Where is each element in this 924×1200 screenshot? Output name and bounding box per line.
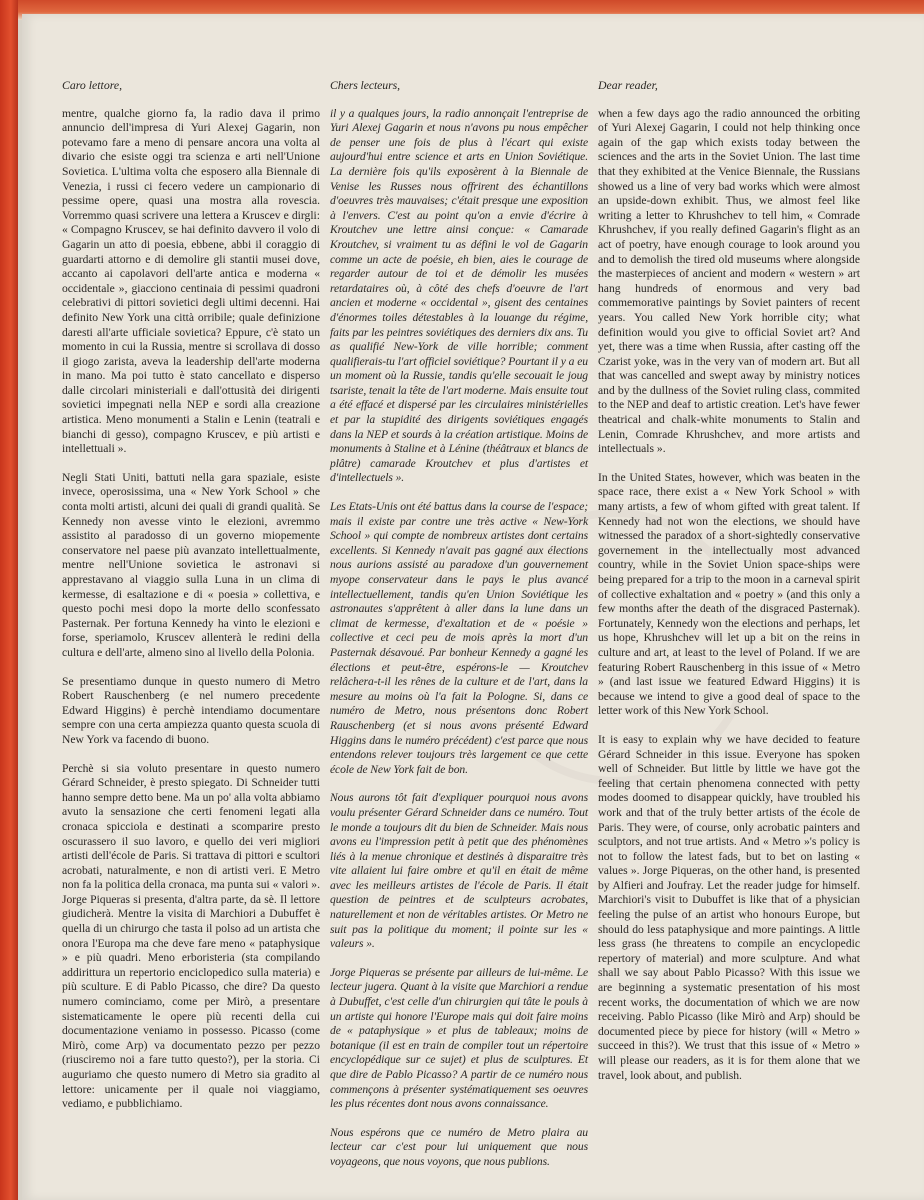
italian-paragraph-3: Se presentiamo dunque in questo numero di Metro Robert Rauschenberg (e nel numero precedente Edward Higgins) è perchè intendiamo documentare sempre con una certa ampiezza quanto questa scuola di New York va facendo di buono.: [62, 674, 320, 746]
english-letter-column: [598, 78, 860, 1083]
italian-paragraph-1: mentre, qualche giorno fa, la radio dava il primo annuncio dell'impresa di Yuri Alexej Gagarin, non potevamo fare a meno di pensare ancora una volta al divario che esiste oggi tra scienza e arti nell'Unione Sovietica. L'ultima volta che esposero alla Biennale di Venezia, i russi ci fecero vedere un campionario di pessime opere, quasi una mostra alla rovescia. Vorremmo quasi scrivere una lettera a Kruscev e dirgli: « Compagno Kruscev, se hai definito davvero il volo di Gagarin un atto di poesia, ebbene, abbi il coraggio di guardarti attorno e di demolire gli stantii musei dove, accanto ai capolavori dell'arte antica e moderna « occidentale », giacciono centinaia di pessimi quadroni celebrativi di pittori sovietici degli ultimi decenni. Hai definito New York una città orribile; quale definizione daresti all'arte ufficiale sovietica? Eppure, c'è stato un momento in cui la Russia, mentre si scrollava di dosso il giogo zarista, aveva la leadership dell'arte moderna in mano. Ma poi tutto è stato cancellato e disperso dalle circolari ministeriali e dall'ottusità dei dirigenti sovietici impegnati nella NEP e sordi alla creazione artistica. Meno monumenti a Stalin e Lenin (teatrali e bianchi di gesso), compagno Kruscev, e più artisti e intellettuali ».: [62, 106, 320, 456]
red-page-edge: [0, 0, 18, 1200]
french-paragraph-3: Nous aurons tôt fait d'expliquer pourquoi nous avons voulu présenter Gérard Schneider dans ce numéro. Tout le monde a toujours dit du bien de Schneider. Mais nous avons eu l'impression petit à petit que des phénomènes liés à la menue chronique et destinés à disparaitre très vite allaient lui faire ombre et qu'il en était de même avec les meilleurs artistes de l'école de Paris. Il était question de peintres et de sculpteurs acrobates, naturellement et non de véritables artistes. Or Metro ne suit pas la politique du moment; il pointe sur les « valeurs ».: [330, 791, 588, 951]
french-letter-column: [330, 78, 588, 1170]
italian-salutation: Caro lettore,: [62, 78, 123, 92]
french-paragraph-4: Jorge Piqueras se présente par ailleurs de lui-même. Le lecteur jugera. Quant à la visite que Marchiori a rendue à Dubuffet, c'est celle d'un chirurgien qui tâte le pouls à un artiste qui honore l'Europe mais qui doit faire moins de « pataphysique » et plus de tableaux; moins de botanique (il est en train de compiler tout un répertoire encyclopédique sur ce sujet) et plus de sculptures. Et que dire de Pablo Picasso? A partir de ce numéro nous commençons à présenter systématiquement ses oeuvres les plus récentes dont nous avons connaissance.: [330, 965, 588, 1111]
italian-letter-column: [62, 78, 320, 1112]
italian-paragraph-4: Perchè si sia voluto presentare in questo numero Gérard Schneider, è presto spiegato. Di Schneider tutti hanno sempre detto bene. Ma un po' alla volta abbiamo avuto la sensazione che certi fenomeni legati alla cronaca spicciola e destinati a scomparire presto oscurassero il suo lavoro, e quello dei veri migliori artisti dell'école de Paris. Si trattava di pittori e scultori acrobati, naturalmente, e non di artisti veri. E Metro non fa la politica della cronaca, ma punta sui « valori ». Jorge Piqueras si presenta, d'altra parte, da sè. Il lettore giudicherà. Mentre la visita di Marchiori a Dubuffet è quella di un chirurgo che tasta il polso ad un artista che onora l'Europa ma che deve fare meno « pataphysique » e più quadri. Meno erboristeria (sta compilando addirittura un repertorio enciclopedico sulla materia) e più sculture. E di Pablo Picasso, che dire? Da questo numero cominciamo, come per Mirò, a presentare sistematicamente le opere più recenti della cui documentazione veniamo in possesso. Picasso (come Mirò, come Arp) va documentato pezzo per pezzo (riusciremo noi a fare tutto questo?), per la storia. Ci auguriamo che questo numero di Metro sia gradito al lettore: unicamente per il quale noi viaggiamo, vediamo, e pubblichiamo.: [62, 761, 320, 1111]
english-paragraph-2: In the United States, however, which was beaten in the space race, there exist a « New York School » with many artists, a few of whom gifted with great talent. If Kennedy had not won the elections, we should have witnessed the paradox of a short-sightedly conservative governement in the intellectually most advanced country, while in the Soviet Union space-ships were being prepared for a trip to the moon in a carneval spirit of collective exhaltation and « poetry » (and this only a few months after the death of the disgraced Pasternak). Fortunately, Kennedy won the elections and perhaps, let us hope, Khrushchev will let up a bit on the reins in culture and art, at least to the level of Poland. If we are featuring Robert Rauschenberg in this issue of « Metro » (and last issue we featured Edward Higgins) it is because we intend to give a good deal of space to the letter work of this New York School.: [598, 470, 860, 718]
english-paragraph-1: when a few days ago the radio announced the orbiting of Yuri Alexej Gagarin, I could not help thinking once again of the gap which exists today between the sciences and the arts in the Soviet Union. The last time that they exhibited at the Venice Biennale, the Russians showed us a line of very bad works which were almost an upside-down exhibit. Thus, we almost feel like writing a letter to Khrushchev to tell him, « Comrade Khrushchev, if you really defined Gagarin's flight as an act of poetry, have enough courage to look around you and to demolish the tired old museums where alongside the masterpieces of ancient and modern « western » art hang hundreds of enormous and very bad commemorative paintings by Soviet painters of recent years. You called New York horrible city; what definition would you give to official Soviet art? And yet, there was a time when Russia, after casting off the Czarist yoke, was in the very van of modern art. But all that was cancelled and swept away by ministry notices and by the dullness of the Soviet ruling class, commited to the NEP and deaf to artistic creation. Let's have fewer theatrical and chalk-white monuments to Stalin and Lenin, Comrade Khrushchev, and more artists and intellectuals ».: [598, 106, 860, 456]
english-salutation: Dear reader,: [598, 78, 658, 92]
english-paragraph-3: It is easy to explain why we have decided to feature Gérard Schneider in this issue. Everyone has spoken well of Schneider. But little by little we have got the feeling that certain phenomena connected with petty modes doomed to disappear quickly, have troubled his work and that of the truly better artists of the école de Paris. They were, of course, only acrobatic painters and sculptors, and not true artists. And « Metro »'s policy is not to follow the latest fads, but to bet on lasting « values ». Jorge Piqueras, on the other hand, is presented by Alfieri and Joufray. Let the reader judge for himself. Marchiori's visit to Dubuffet is like that of a physician feeling the pulse of an artist who honours Europe, but should do less pataphysique and more paintings. A little less grass (he threatens to compile an encyclopedic repertory of material) and more sculpture. And what shall we say about Pablo Picasso? With this issue we are beginning a systematic presentation of his most recent works, the documentation of which we are now receiving. Pablo Picasso (like Mirò and Arp) should be documented piece by piece for history (will « Metro » succeed in this?). We trust that this issue of « Metro » will please our readers, as it is for them alone that we travel, look about, and publish.: [598, 732, 860, 1082]
french-paragraph-1: il y a qualques jours, la radio annonçait l'entreprise de Yuri Alexej Gagarin et nous n'avons pu nous empêcher de penser une fois de plus à l'écart qui existe aujourd'hui entre science et arts en Union Soviétique. La dernière fois qu'ils exposèrent à la Biennale de Venise les Russes nous offrirent des échantillons d'oeuvres très mauvaises; c'était presque une exposition à l'envers. C'est au point qu'on a envie d'écrire à Kroutchev une lettre ainsi conçue: « Camarade Kroutchev, si vraiment tu as défini le vol de Gagarin comme un acte de poésie, eh bien, aies le courage de regarder autour de toi et de démolir les musées retardataires où, à côté des chefs d'oeuvre de l'art ancien et moderne « occidental », gisent des centaines d'énormes toiles détestables à la louange du régime, faits par les peintres soviétiques des derniers dix ans. Tu as qualifié New-York de ville horrible; comment qualifierais-tu l'art officiel soviétique? Pourtant il y a eu un moment où la Russie, tandis qu'elle secouait le joug tsariste, tenait la tête de l'art moderne. Mais ensuite tout a été effacé et dispersé par les circulaires ministérielles et par la stupidité des dirigents soviétiques engagés dans la NEP et sourds à la création artistique. Moins de monuments à Staline et à Lénine (théâtraux et blancs de plâtre) camarade Kroutchev et plus d'artistes et d'intellectuels ».: [330, 106, 588, 485]
french-salutation: Chers lecteurs,: [330, 78, 400, 92]
french-paragraph-2: Les Etats-Unis ont été battus dans la course de l'espace; mais il existe par contre une très active « New-York School » qui compte de nombreux artistes dont certains excellents. Si Kennedy n'avait pas gagné aux élections nous aurions assisté au paradoxe d'un gouvernement myope conservateur dans le pays le plus avancé intellectuellement, tandis qu'en Union Soviétique les astronautes s'apprêtent à aller dans la lune dans un climat de kermesse, d'exaltation et de « poésie » collective et ceci peu de mois après la mort d'un Pasternak désavoué. Par bonheur Kennedy a gagné les élections et peut-être, espérons-le — Kroutchev relâchera-t-il les rênes de la culture et de l'art, dans la mesure au moins où l'a fait la Pologne. Si, dans ce numéro de Metro, nous présentons donc Robert Rauschenberg (et si nous avons présenté Edward Higgins dans le numéro précédent) c'est parce que nous entendons relever toujours très largement ce que cette école de New York fait de bon.: [330, 500, 588, 776]
french-paragraph-5: Nous espérons que ce numéro de Metro plaira au lecteur car c'est pour lui uniquement que nous voyageons, que nous voyons, que nous publions.: [330, 1125, 588, 1168]
italian-paragraph-2: Negli Stati Uniti, battuti nella gara spaziale, esiste invece, operosissima, una « New York School » che conta molti artisti, alcuni dei quali di grandi qualità. Se Kennedy non avesse vinto le elezioni, avremmo assistito al paradosso di un governo miopemente conservatore nel paese più avanzato intellettualmente, mentre nell'Unione sovietica le astronavi si apprestavano al viaggio sulla Luna in un clima di kermesse, di esaltazione e di « poesia » collettiva, e questo pochi mesi dopo la morte dello sconfessato Pasternak. Per fortuna Kennedy ha vinto le elezioni e forse, speriamolo, Kruscev allenterà le redini della cultura e dell'arte, almeno sino al livello della Polonia.: [62, 470, 320, 659]
